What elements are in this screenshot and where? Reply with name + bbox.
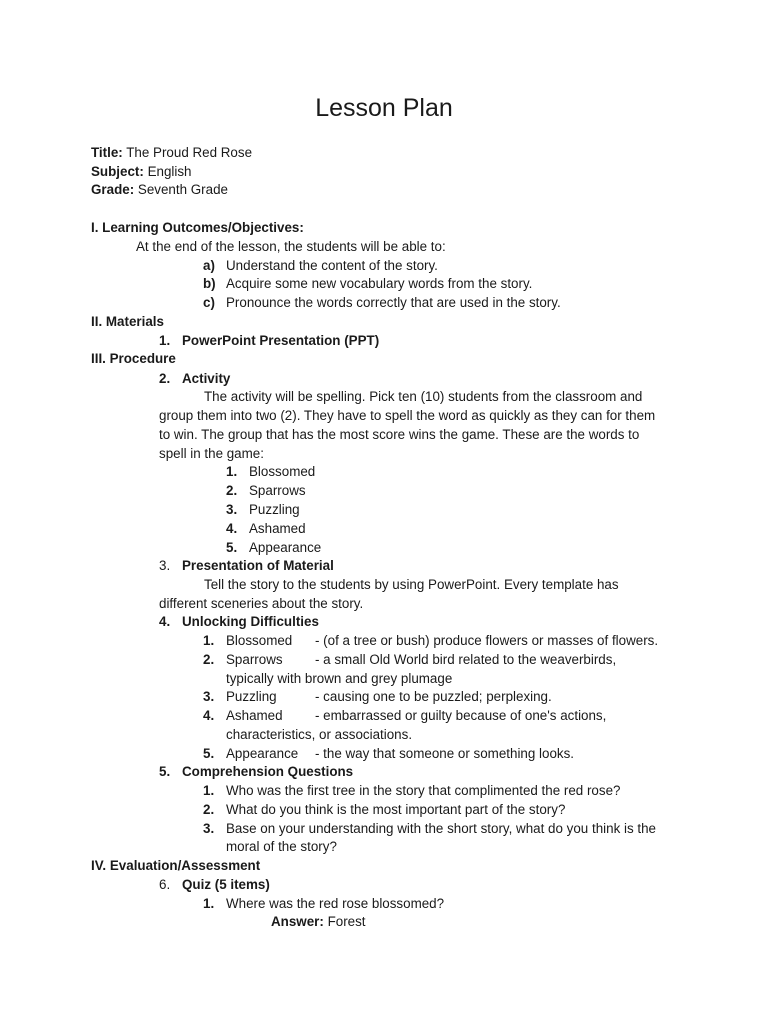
- answer-value: Forest: [327, 914, 366, 929]
- title-line: [91, 145, 252, 161]
- materials-item-text: PowerPoint Presentation (PPT): [182, 333, 380, 348]
- quiz-heading: [159, 877, 270, 893]
- vocabulary-number: 2.: [203, 652, 215, 667]
- answer-label: Answer:: [271, 914, 324, 929]
- page-title: Lesson Plan: [315, 94, 453, 122]
- question-item: [203, 821, 656, 837]
- question-text: Who was the first tree in the story that complimented the red rose?: [226, 783, 621, 798]
- materials-item-number: 1.: [159, 333, 171, 348]
- presentation-number: 3.: [159, 558, 171, 573]
- vocabulary-item: [203, 708, 606, 724]
- vocabulary-number: 5.: [203, 746, 215, 761]
- question-item: [203, 802, 565, 818]
- quiz-label: Quiz (5 items): [182, 877, 270, 892]
- section-heading-procedure: III. Procedure: [91, 351, 176, 366]
- comprehension-heading: [159, 764, 353, 780]
- objective-marker: a): [203, 258, 215, 273]
- activity-number: 2.: [159, 371, 171, 386]
- question-text: Base on your understanding with the short story, what do you think is the: [226, 821, 656, 836]
- activity-paragraph-line: group them into two (2). They have to spell the word as quickly as they can for them: [159, 408, 656, 423]
- question-number: 3.: [203, 821, 215, 836]
- spelling-word-item: [226, 540, 321, 556]
- question-text-continued: moral of the story?: [226, 839, 337, 854]
- vocabulary-number: 3.: [203, 689, 215, 704]
- unlocking-label: Unlocking Difficulties: [182, 614, 319, 629]
- unlocking-number: 4.: [159, 614, 171, 629]
- spelling-word: Sparrows: [249, 483, 306, 498]
- vocabulary-word: Blossomed: [226, 633, 293, 648]
- vocabulary-word: Ashamed: [226, 708, 283, 723]
- comprehension-number: 5.: [159, 764, 171, 779]
- quiz-question-number: 1.: [203, 896, 215, 911]
- vocabulary-word: Appearance: [226, 746, 299, 761]
- comprehension-label: Comprehension Questions: [182, 764, 354, 779]
- question-text: What do you think is the most important part of the story?: [226, 802, 566, 817]
- spelling-word: Ashamed: [249, 521, 306, 536]
- vocabulary-definition-continued: characteristics, or associations.: [226, 727, 413, 742]
- title-value: The Proud Red Rose: [126, 145, 253, 160]
- quiz-question: [203, 896, 444, 912]
- objective-item: [203, 295, 561, 311]
- objective-item: [203, 258, 438, 274]
- subject-label: Subject:: [91, 164, 144, 179]
- presentation-heading: [159, 558, 334, 574]
- quiz-number: 6.: [159, 877, 171, 892]
- quiz-question-text: Where was the red rose blossomed?: [226, 896, 445, 911]
- spelling-word-item: [226, 464, 315, 480]
- vocabulary-word: Sparrows: [226, 652, 283, 667]
- vocabulary-item: [203, 746, 574, 762]
- objective-marker: c): [203, 295, 215, 310]
- spelling-word-number: 1.: [226, 464, 238, 479]
- question-number: 2.: [203, 802, 215, 817]
- objective-text: Acquire some new vocabulary words from the story.: [226, 276, 533, 291]
- section-heading-evaluation: IV. Evaluation/Assessment: [91, 858, 261, 873]
- vocabulary-number: 4.: [203, 708, 215, 723]
- grade-line: [91, 182, 228, 198]
- vocabulary-definition: - a small Old World bird related to the weaverbirds,: [315, 652, 617, 667]
- spelling-word: Puzzling: [249, 502, 300, 517]
- vocabulary-item: [203, 689, 552, 705]
- materials-item: [159, 333, 379, 349]
- activity-paragraph-line: The activity will be spelling. Pick ten (10) students from the classroom and: [204, 389, 643, 404]
- spelling-word: Appearance: [249, 540, 322, 555]
- spelling-word-item: [226, 483, 306, 499]
- spelling-word-number: 4.: [226, 521, 238, 536]
- spelling-word-item: [226, 521, 306, 537]
- objective-text: Understand the content of the story.: [226, 258, 438, 273]
- vocabulary-definition: - embarrassed or guilty because of one's actions,: [315, 708, 607, 723]
- objective-item: [203, 276, 532, 292]
- objectives-intro: At the end of the lesson, the students will be able to:: [136, 239, 446, 254]
- grade-value: Seventh Grade: [137, 182, 228, 197]
- objective-text: Pronounce the words correctly that are used in the story.: [226, 295, 561, 310]
- subject-value: English: [147, 164, 192, 179]
- question-item: [203, 783, 620, 799]
- activity-label: Activity: [182, 371, 231, 386]
- vocabulary-definition: - causing one to be puzzled; perplexing.: [315, 689, 552, 704]
- presentation-label: Presentation of Material: [182, 558, 334, 573]
- vocabulary-definition: - (of a tree or bush) produce flowers or masses of flowers.: [315, 633, 659, 648]
- activity-heading: [159, 371, 230, 387]
- vocabulary-item: [203, 633, 658, 649]
- spelling-word: Blossomed: [249, 464, 316, 479]
- quiz-answer: [271, 914, 366, 930]
- vocabulary-word: Puzzling: [226, 689, 277, 704]
- vocabulary-definition: - the way that someone or something looks.: [315, 746, 575, 761]
- unlocking-heading: [159, 614, 319, 630]
- subject-line: [91, 164, 191, 180]
- objective-marker: b): [203, 276, 216, 291]
- activity-paragraph-line: spell in the game:: [159, 446, 264, 461]
- vocabulary-definition-continued: typically with brown and grey plumage: [226, 671, 453, 686]
- vocabulary-number: 1.: [203, 633, 215, 648]
- spelling-word-item: [226, 502, 300, 518]
- presentation-paragraph-line: different sceneries about the story.: [159, 596, 364, 611]
- spelling-word-number: 3.: [226, 502, 238, 517]
- spelling-word-number: 2.: [226, 483, 238, 498]
- section-heading-objectives: I. Learning Outcomes/Objectives:: [91, 220, 304, 235]
- question-number: 1.: [203, 783, 215, 798]
- section-heading-materials: II. Materials: [91, 314, 164, 329]
- vocabulary-item: [203, 652, 616, 668]
- presentation-paragraph-line: Tell the story to the students by using PowerPoint. Every template has: [204, 577, 619, 592]
- grade-label: Grade:: [91, 182, 135, 197]
- activity-paragraph-line: to win. The group that has the most score wins the game. These are the words to: [159, 427, 640, 442]
- title-label: Title:: [91, 145, 123, 160]
- spelling-word-number: 5.: [226, 540, 238, 555]
